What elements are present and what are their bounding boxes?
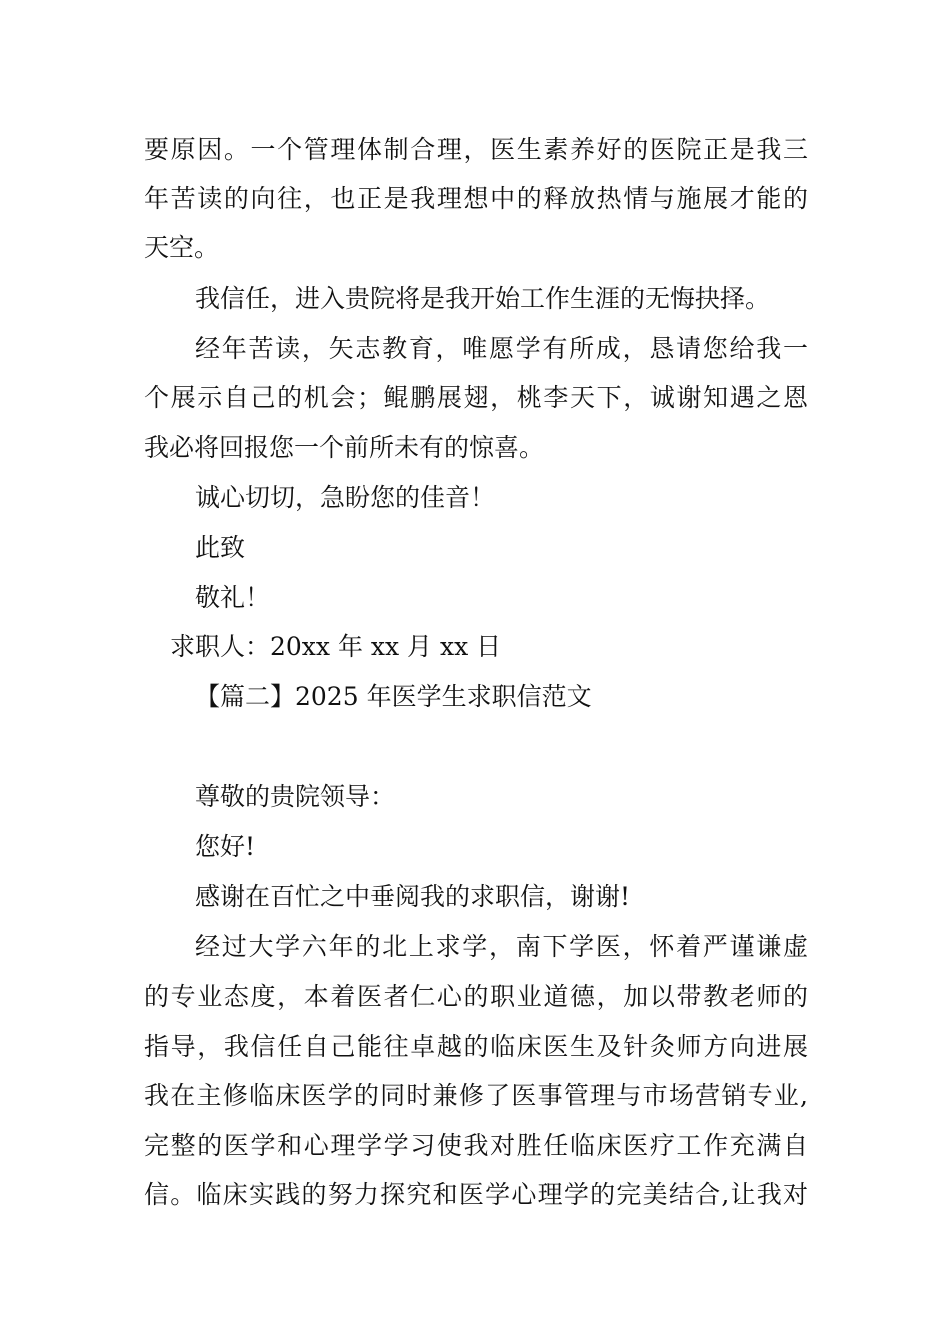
section-heading: 【篇二】2025 年医学生求职信范文 xyxy=(195,682,592,711)
paragraph-line: 指导，我信任自己能往卓越的临床医生及针灸师方向进展 xyxy=(144,1032,808,1061)
paragraph-line: 信。临床实践的努力探究和医学心理学的完美结合,让我对 xyxy=(144,1180,808,1209)
paragraph-line: 要原因。一个管理体制合理，医生素养好的医院正是我三 xyxy=(144,135,808,164)
paragraph-line: 完整的医学和心理学学习使我对胜任临床医疗工作充满自 xyxy=(144,1131,808,1160)
paragraph-line: 感谢在百忙之中垂阅我的求职信，谢谢! xyxy=(195,882,631,911)
paragraph-line: 经过大学六年的北上求学，南下学医，怀着严谨谦虚 xyxy=(195,932,808,961)
greeting-line: 尊敬的贵院领导： xyxy=(195,782,396,811)
salutation-line: 此致 xyxy=(195,533,246,562)
paragraph-line: 的专业态度，本着医者仁心的职业道德，加以带教老师的 xyxy=(144,982,808,1011)
salutation-line: 敬礼！ xyxy=(195,583,271,612)
greeting-line: 您好! xyxy=(195,832,256,861)
closing-line: 诚心切切，急盼您的佳音！ xyxy=(195,483,496,512)
paragraph-line: 我必将回报您一个前所未有的惊喜。 xyxy=(144,433,545,462)
paragraph-line: 我信任，进入贵院将是我开始工作生涯的无悔抉择。 xyxy=(195,284,771,313)
signature-line: 求职人：20xx 年 xx 月 xx 日 xyxy=(170,632,502,661)
paragraph-line: 年苦读的向往，也正是我理想中的释放热情与施展才能的 xyxy=(144,184,808,213)
paragraph-line: 个展示自己的机会；鲲鹏展翅，桃李天下，诚谢知遇之恩 xyxy=(144,383,808,412)
paragraph-line: 经年苦读，矢志教育，唯愿学有所成，恳请您给我一 xyxy=(195,334,808,363)
paragraph-line: 我在主修临床医学的同时兼修了医事管理与市场营销专业, xyxy=(144,1081,808,1110)
paragraph-line: 天空。 xyxy=(144,233,220,262)
